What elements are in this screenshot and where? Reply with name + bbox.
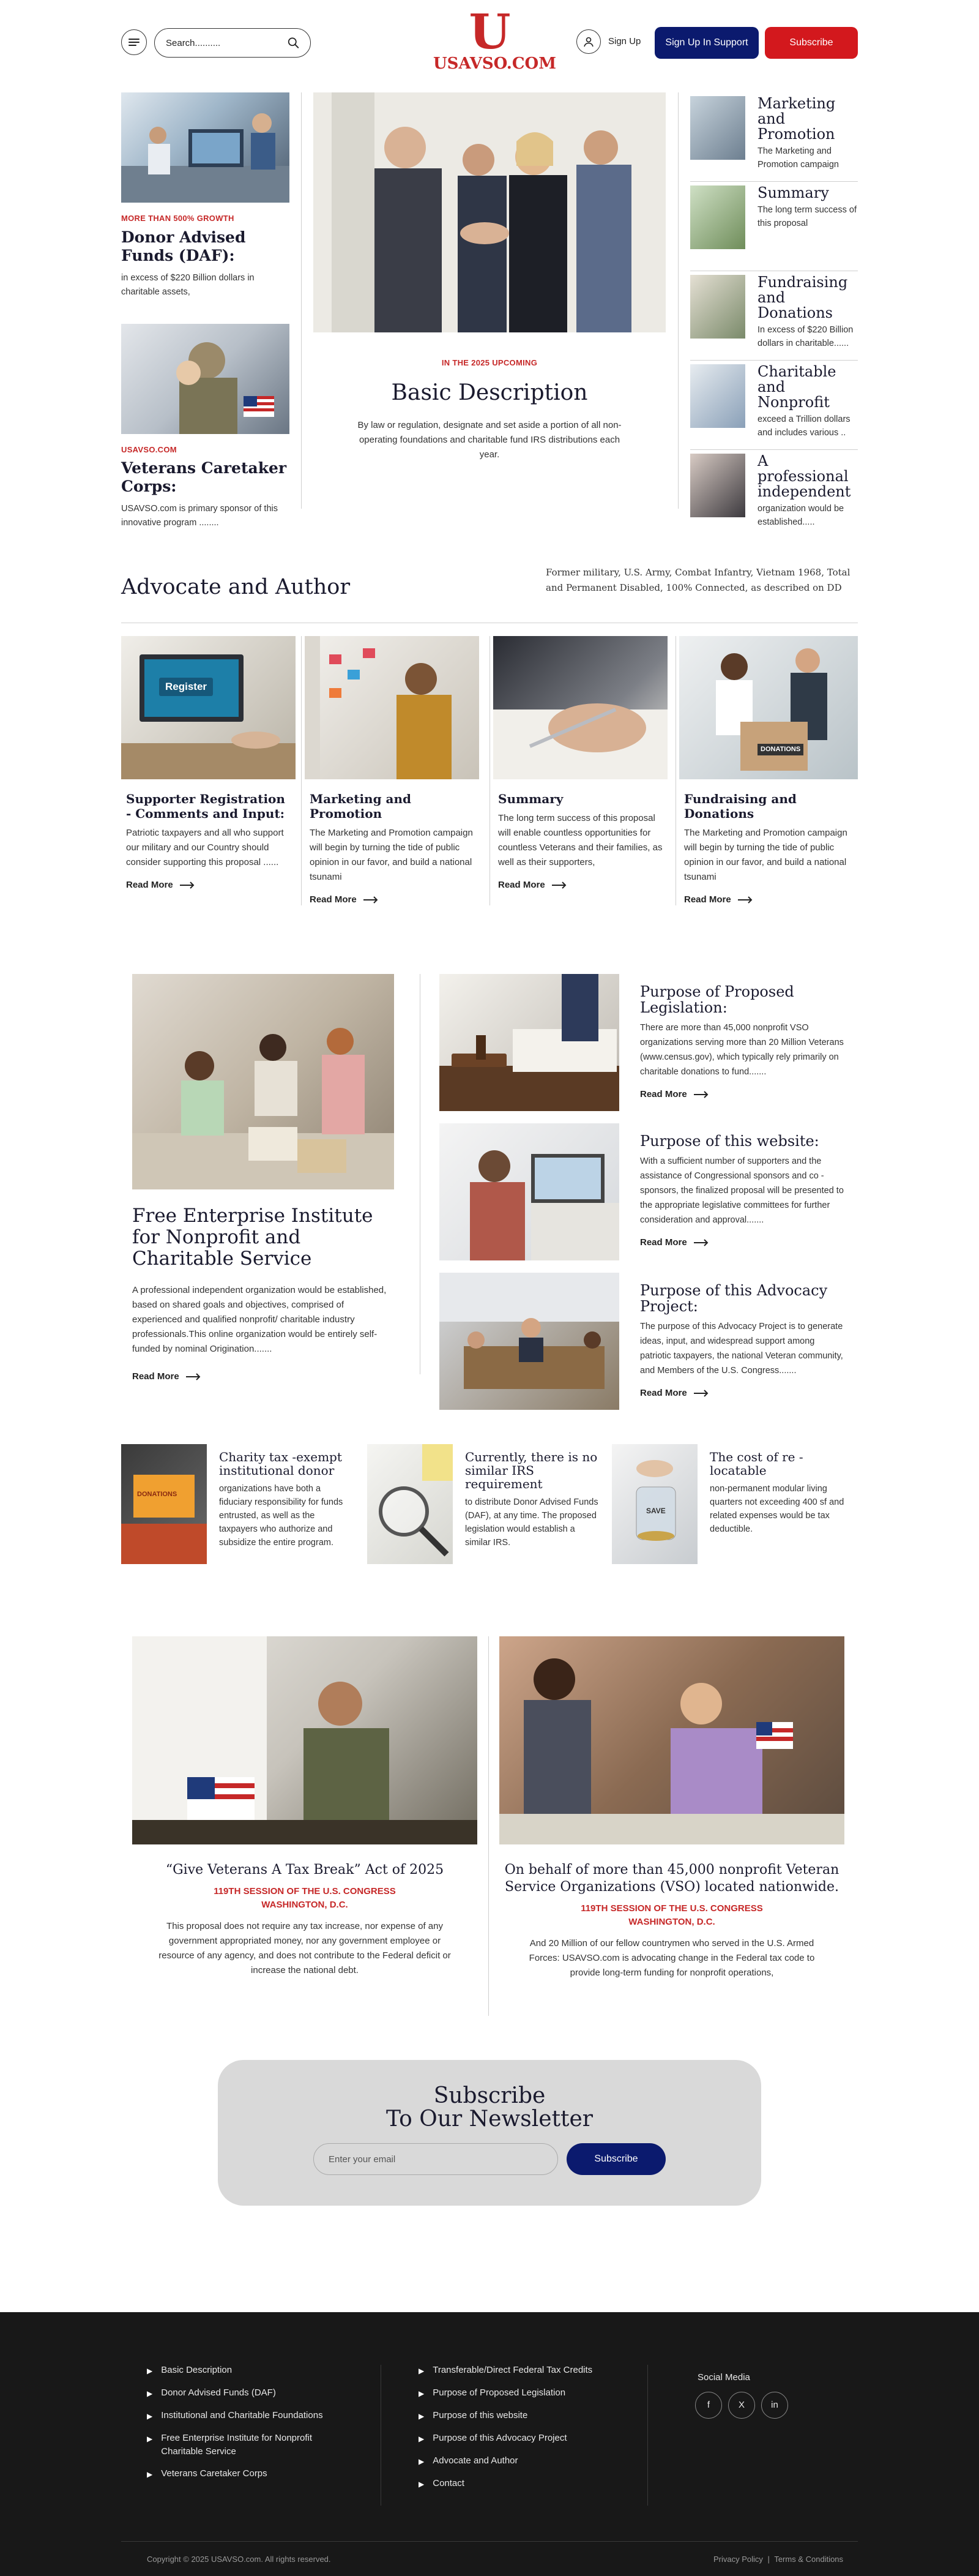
side-title: Charitable and Nonprofit [758, 363, 836, 411]
feature-title: On behalf of more than 45,000 nonprofit Veteran Service Organizations (VSO) located nationwide. [504, 1862, 839, 1895]
footer-link[interactable] [419, 2432, 627, 2446]
triangle-bullet-icon: ▶ [419, 2480, 425, 2488]
read-more-link[interactable] [684, 893, 753, 907]
advocate-header [0, 517, 979, 627]
small-card[interactable] [612, 1444, 858, 1564]
enterprise-text: A professional independent organization would be established, based on shared goals and objectives, comprised of experienced and qualified nonprofit/ charitable industry professionals.This online organization would be entirely self-funded by nominal Origination....... [132, 1285, 387, 1354]
story-text: USAVSO.com is primary sponsor of this innovative program ........ [121, 504, 278, 528]
user-icon [576, 29, 601, 54]
sign-up-link[interactable] [576, 28, 641, 55]
three-items-section [0, 1426, 979, 1607]
read-more-link[interactable] [310, 893, 379, 907]
woman-with-flag-photo [499, 1636, 844, 1844]
search-icon[interactable] [288, 36, 299, 50]
side-title: A professional independent [758, 452, 851, 500]
register-label: Register [159, 678, 213, 696]
feature-subtitle: 119TH SESSION OF THE U.S. CONGRESS [214, 1886, 396, 1896]
enterprise-items [439, 974, 848, 1422]
handshake-photo [313, 92, 666, 332]
side-title: Summary [758, 184, 829, 201]
story-thumbnail [690, 96, 745, 160]
savings-jar-photo [612, 1444, 698, 1564]
feature-card[interactable] [132, 1636, 477, 1978]
triangle-bullet-icon: ▶ [419, 2457, 425, 2466]
triangle-bullet-icon: ▶ [147, 2435, 153, 2443]
center-feature[interactable] [313, 92, 666, 462]
feature-title: “Give Veterans A Tax Break” Act of 2025 [165, 1862, 444, 1878]
feature-text: And 20 Million of our fellow countrymen who served in the U.S. Armed Forces: USAVSO.com is advocating change in the Federal tax code to provide long-term funding for nonprofit operations, [529, 1938, 815, 1978]
item-title: Purpose of this website: [640, 1133, 819, 1150]
site-footer [0, 2312, 979, 2576]
read-more-label: Read More [310, 894, 357, 905]
card-title: Summary [498, 792, 564, 806]
card-text: The long term success of this proposal will enable countless opportunities for countless Veterans and their families, as well as their supporters, [498, 813, 663, 867]
footer-link-label: Free Enterprise Institute for Nonprofit Charitable Service [161, 2433, 313, 2457]
linkedin-icon[interactable]: in [761, 2392, 788, 2419]
terms-link[interactable]: Terms & Conditions [774, 2555, 844, 2564]
magnifier-photo [367, 1444, 453, 1564]
read-more-link[interactable] [640, 1387, 709, 1401]
x-icon[interactable]: X [728, 2392, 755, 2419]
story-thumbnail [690, 185, 745, 249]
read-more-label: Read More [684, 894, 731, 905]
footer-link[interactable] [419, 2477, 627, 2491]
subscribe-button[interactable]: Subscribe [765, 27, 858, 59]
story-text: in excess of $220 Billion dollars in charitable assets, [121, 272, 255, 297]
newsletter-section [0, 2054, 979, 2312]
triangle-bullet-icon: ▶ [419, 2412, 425, 2421]
divider [301, 636, 302, 905]
logo-text: USAVSO.COM [433, 54, 556, 73]
triangle-bullet-icon: ▶ [147, 2389, 153, 2398]
side-text: organization would be established..... [758, 504, 844, 527]
item-text: There are more than 45,000 nonprofit VSO organizations serving more than 20 Million Veterans (www.census.gov), which typically rely primarily on charitable donations to fund....... [640, 1023, 844, 1077]
enterprise-item[interactable] [439, 974, 848, 1123]
footer-link-label: Purpose of this Advocacy Project [433, 2433, 567, 2443]
footer-links-secondary [419, 2364, 627, 2499]
side-story[interactable] [690, 182, 858, 271]
read-more-link[interactable] [640, 1088, 709, 1102]
right-column [690, 92, 858, 539]
footer-link[interactable] [147, 2467, 349, 2481]
story-kicker: USAVSO.COM [121, 444, 177, 454]
social-links [695, 2392, 788, 2419]
small-title: The cost of re -locatable [710, 1450, 803, 1478]
newsletter-title [218, 2084, 761, 2131]
arrow-right-icon [179, 882, 195, 889]
footer-link-label: Purpose of Proposed Legislation [433, 2387, 566, 2398]
side-text: exceed a Trillion dollars and includes various .. [758, 414, 851, 438]
footer-link[interactable] [419, 2409, 627, 2423]
soldier-reading-photo [132, 1636, 477, 1844]
card-title: Supporter Registration - Comments and Input: [126, 792, 285, 821]
marketing-phone-photo [305, 636, 479, 779]
register-laptop-photo [121, 636, 296, 779]
soldier-family-photo [121, 324, 289, 434]
triangle-bullet-icon: ▶ [147, 2470, 153, 2479]
advocate-card[interactable] [493, 636, 668, 893]
side-text: The long term success of this proposal [758, 205, 857, 228]
feature-text: This proposal does not require any tax increase, nor expense of any government appropriated money, nor any government employee or resource of any agency, and does not contribute to the Federal deficit or increase the national debt. [158, 1921, 451, 1975]
facebook-icon[interactable]: f [695, 2392, 722, 2419]
side-text: The Marketing and Promotion campaign [758, 146, 839, 170]
card-text: The Marketing and Promotion campaign will begin by turning the tide of public opinion in our favor, and build a national tsunami [684, 828, 847, 882]
newsletter-form [218, 2143, 761, 2175]
small-card[interactable] [367, 1444, 600, 1564]
card-text: The Marketing and Promotion campaign will begin by turning the tide of public opinion in our favor, and build a national tsunami [310, 828, 473, 882]
site-header [0, 0, 979, 89]
enterprise-item[interactable] [439, 1123, 848, 1273]
advocate-title: Advocate and Author [121, 575, 351, 599]
search-input[interactable] [166, 38, 288, 48]
feature-kicker: IN THE 2025 UPCOMING [441, 358, 538, 367]
divider [301, 92, 302, 509]
boardroom-photo [439, 1273, 619, 1410]
item-title: Purpose of Proposed Legislation: [640, 983, 794, 1016]
legal-links [713, 2553, 843, 2566]
donations-label: DONATIONS [758, 744, 803, 755]
read-more-label: Read More [126, 880, 173, 890]
feature-location: WASHINGTON, D.C. [261, 1900, 348, 1910]
small-text: non-permanent modular living quarters not exceeding 400 sf and related expenses would be tax deductible. [710, 1484, 844, 1534]
divider [488, 1636, 489, 2016]
enterprise-feature[interactable] [132, 974, 394, 1384]
footer-link-label: Institutional and Charitable Foundations [161, 2410, 323, 2421]
feature-text: By law or regulation, designate and set aside a portion of all non- operating foundations and charitable fund IRS distributions each year. [357, 419, 622, 460]
footer-link-label: Transferable/Direct Federal Tax Credits [433, 2365, 593, 2375]
story-thumbnail [690, 364, 745, 428]
arrow-right-icon [363, 896, 379, 904]
arrow-right-icon [693, 1091, 709, 1098]
left-column [121, 92, 289, 530]
side-story[interactable] [690, 92, 858, 182]
man-at-computer-photo [439, 1123, 619, 1260]
footer-link[interactable] [147, 2386, 349, 2400]
group-working-photo [132, 974, 394, 1189]
card-title: Marketing and Promotion [310, 792, 412, 821]
story-title: Veterans Caretaker Corps: [121, 459, 287, 495]
arrow-right-icon [693, 1390, 709, 1397]
two-features-section [0, 1607, 979, 2054]
signing-document-photo [493, 636, 668, 779]
copyright-text: Copyright © 2025 USAVSO.com. All rights reserved. [147, 2555, 331, 2564]
footer-link-label: Donor Advised Funds (DAF) [161, 2387, 276, 2398]
social-title: Social Media [698, 2372, 750, 2383]
footer-link-label: Advocate and Author [433, 2455, 518, 2466]
footer-link-label: Contact [433, 2478, 464, 2488]
story-thumbnail [690, 275, 745, 339]
menu-button[interactable] [121, 29, 147, 55]
footer-link[interactable] [147, 2409, 349, 2423]
read-more-label: Read More [132, 1371, 179, 1382]
read-more-label: Read More [498, 880, 545, 890]
feature-title: Basic Description [391, 380, 588, 405]
read-more-link[interactable] [132, 1370, 201, 1384]
divider [489, 636, 490, 905]
feature-subtitle: 119TH SESSION OF THE U.S. CONGRESS [581, 1903, 763, 1914]
item-title: Purpose of this Advocacy Project: [640, 1282, 828, 1315]
sign-up-label: Sign Up [608, 36, 641, 47]
advocate-note: Former military, U.S. Army, Combat Infantry, Vietnam 1968, Total and Permanent Disabled, 100% Connected, as described on DD [546, 567, 851, 593]
newsletter-email-input[interactable] [313, 2143, 558, 2175]
donations-laptop-photo [121, 1444, 207, 1564]
divider [678, 92, 679, 509]
side-title: Marketing and Promotion [758, 95, 836, 143]
footer-link[interactable] [419, 2386, 627, 2400]
sign-up-support-button[interactable]: Sign Up In Support [655, 27, 759, 59]
newsletter-title-line: To Our Newsletter [385, 2106, 594, 2132]
site-logo[interactable] [433, 4, 556, 76]
card-text: Patriotic taxpayers and all who support our military and our Country should consider supporting this proposal ...... [126, 828, 284, 867]
arrow-right-icon [693, 1239, 709, 1246]
divider [647, 2365, 648, 2506]
side-title: Fundraising and Donations [758, 274, 848, 321]
footer-link-label: Veterans Caretaker Corps [161, 2468, 267, 2479]
footer-link-label: Purpose of this website [433, 2410, 528, 2421]
arrow-right-icon [185, 1373, 201, 1380]
newsletter-title-line: Subscribe [433, 2083, 546, 2108]
footer-link[interactable] [419, 2454, 627, 2468]
newsletter-box [218, 2060, 761, 2206]
feature-card[interactable] [499, 1636, 844, 1980]
story-thumbnail [690, 454, 745, 517]
advocate-card[interactable] [679, 636, 858, 907]
legal-separator: | [767, 2555, 770, 2564]
side-story[interactable] [690, 271, 858, 361]
privacy-policy-link[interactable]: Privacy Policy [713, 2555, 763, 2564]
enterprise-title: Free Enterprise Institute for Nonprofit and Charitable Service [132, 1205, 373, 1270]
triangle-bullet-icon: ▶ [419, 2389, 425, 2398]
save-label: SAVE [646, 1507, 666, 1515]
office-meeting-photo [121, 92, 289, 203]
advocate-cards [0, 627, 979, 918]
small-title: Charity tax -exempt institutional donor [219, 1450, 342, 1478]
logo-letter: U [469, 4, 511, 60]
side-text: In excess of $220 Billion dollars in charitable...... [758, 325, 854, 348]
small-text: organizations have both a fiduciary responsibility for funds entrusted, as well as the taxpayers who authorize and subsidize the entire program. [219, 1484, 343, 1548]
read-more-label: Read More [640, 1237, 687, 1248]
read-more-label: Read More [640, 1089, 687, 1099]
arrow-right-icon [551, 882, 567, 889]
left-story[interactable] [121, 92, 289, 299]
newsletter-subscribe-button[interactable]: Subscribe [567, 2143, 666, 2175]
footer-link[interactable] [419, 2364, 627, 2378]
side-story[interactable] [690, 361, 858, 450]
left-story[interactable] [121, 324, 289, 531]
feature-location: WASHINGTON, D.C. [628, 1917, 715, 1927]
story-kicker: MORE THAN 500% GROWTH [121, 214, 234, 223]
advocate-card[interactable] [305, 636, 479, 907]
enterprise-section [0, 918, 979, 1426]
footer-link[interactable] [147, 2432, 349, 2458]
arrow-right-icon [737, 896, 753, 904]
footer-link[interactable] [147, 2364, 349, 2378]
triangle-bullet-icon: ▶ [147, 2367, 153, 2375]
triangle-bullet-icon: ▶ [419, 2367, 425, 2375]
story-title: Donor Advised Funds (DAF): [121, 228, 246, 264]
footer-link-label: Basic Description [161, 2365, 233, 2375]
read-more-label: Read More [640, 1388, 687, 1398]
donations-label: DONATIONS [137, 1491, 177, 1498]
footer-links-primary [147, 2364, 349, 2490]
gavel-photo [439, 974, 619, 1111]
read-more-link[interactable] [640, 1236, 709, 1250]
search-bar [154, 28, 311, 58]
top-grid [0, 89, 979, 528]
small-card[interactable] [121, 1444, 354, 1564]
triangle-bullet-icon: ▶ [147, 2412, 153, 2421]
item-text: The purpose of this Advocacy Project is to generate ideas, input, and widespread support among patriotic taxpayers, the national Veteran community, and Members of the U.S. Congress....... [640, 1322, 843, 1376]
menu-icon [128, 38, 140, 47]
small-text: to distribute Donor Advised Funds (DAF), at any time. The proposed legislation would establish a similar IRS. [465, 1497, 598, 1548]
divider [121, 2541, 858, 2542]
item-text: With a sufficient number of supporters and the assistance of Congressional sponsors and co -sponsors, the finalized proposal will be presented to the appropriate legislative committees for further consideration and approval....... [640, 1156, 844, 1225]
small-title: Currently, there is no similar IRS requirement [465, 1450, 598, 1491]
triangle-bullet-icon: ▶ [419, 2435, 425, 2443]
donations-box-photo [679, 636, 858, 779]
advocate-card[interactable] [121, 636, 296, 893]
card-title: Fundraising and Donations [684, 792, 797, 821]
enterprise-item[interactable] [439, 1273, 848, 1422]
read-more-link[interactable] [498, 878, 567, 893]
read-more-link[interactable] [126, 878, 195, 893]
